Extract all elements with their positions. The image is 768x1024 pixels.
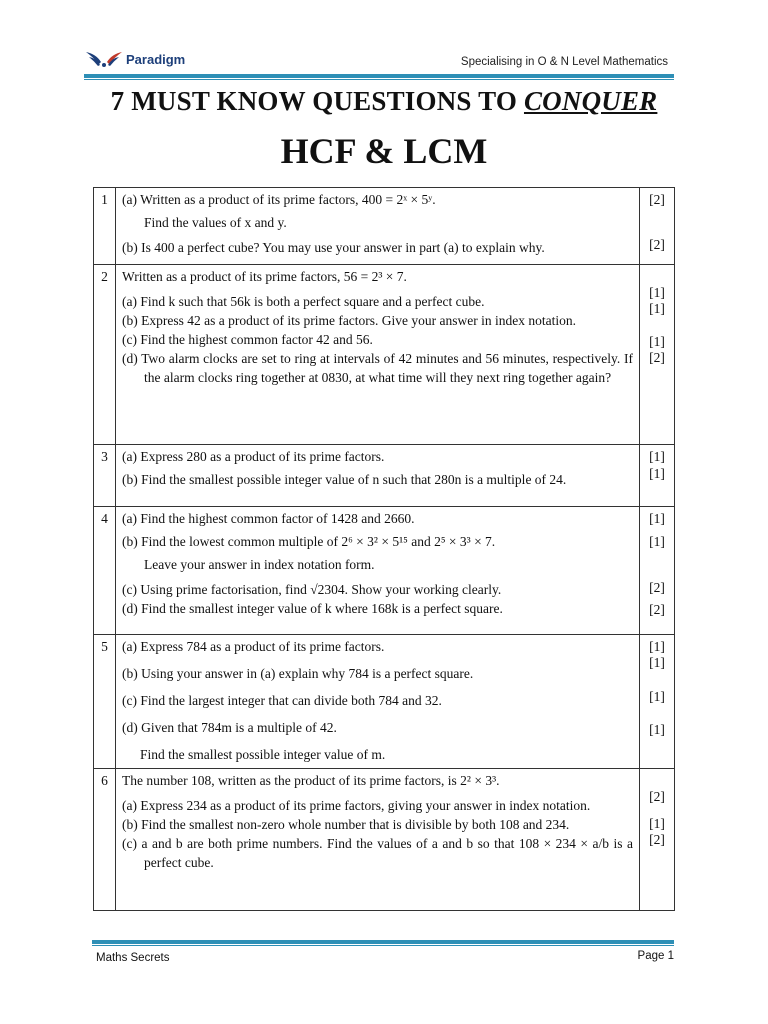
question-number: 1 (94, 188, 116, 265)
question-row (94, 188, 675, 265)
question-row (94, 445, 675, 507)
mark: [1] (649, 449, 665, 464)
marks-column (640, 265, 675, 445)
question-part-b-cont: Leave your answer in index notation form. (144, 557, 375, 572)
question-part-b: (b) Find the smallest possible integer value of n such that 280n is a multiple of 24. (122, 472, 567, 487)
header-tagline: Specialising in O & N Level Mathematics (460, 56, 668, 68)
page-subtitle: HCF & LCM (280, 131, 488, 171)
mark: [2] (649, 580, 665, 595)
mark: [2] (649, 192, 665, 207)
mark: [2] (649, 832, 665, 847)
question-part-a: (a) Find k such that 56k is both a perfect square and a perfect cube. (122, 294, 485, 309)
footer-rule-thin (92, 945, 674, 946)
title-prefix: 7 MUST KNOW QUESTIONS TO (110, 86, 524, 116)
mark: [1] (649, 639, 665, 654)
question-part-b: (b) Is 400 a perfect cube? You may use your answer in part (a) to explain why. (122, 240, 545, 255)
question-part-c: (c) Find the largest integer that can divide both 784 and 32. (122, 693, 442, 708)
mark: [1] (649, 816, 665, 831)
footer-rule (92, 940, 674, 944)
page-header (84, 42, 674, 76)
question-part-d: (d) Two alarm clocks are set to ring at intervals of 42 minutes and 56 minutes, respectively. If the alarm clocks ring together at 0830, at what time will they next ring together again? (122, 351, 633, 385)
question-part-a: (a) Written as a product of its prime factors, 400 = 2ˣ × 5ʸ. (122, 192, 436, 207)
question-body (116, 635, 640, 769)
marks-column (640, 188, 675, 265)
question-intro: Written as a product of its prime factors, 56 = 2³ × 7. (122, 269, 407, 284)
question-body (116, 769, 640, 911)
mark: [2] (649, 602, 665, 617)
question-body (116, 188, 640, 265)
page-title (0, 86, 768, 117)
question-row (94, 507, 675, 635)
marks-column (640, 445, 675, 507)
marks-column (640, 635, 675, 769)
question-part-d: (d) Given that 784m is a multiple of 42. (122, 720, 337, 735)
question-part-b: (b) Express 42 as a product of its prime factors. Give your answer in index notation. (122, 313, 577, 328)
footer-title: Maths Secrets (96, 952, 170, 964)
question-part-d-cont: Find the smallest possible integer value of m. (140, 747, 386, 762)
question-number: 4 (94, 507, 116, 635)
header-rule-thin (84, 79, 674, 80)
mark: [1] (649, 655, 665, 670)
question-intro: The number 108, written as the product of its prime factors, is 2² × 3³. (122, 773, 500, 788)
page-number: Page 1 (637, 950, 674, 962)
mark: [1] (649, 334, 665, 349)
question-row (94, 265, 675, 445)
question-part-a: (a) Express 234 as a product of its prime factors, giving your answer in index notation. (122, 798, 591, 813)
mark: [1] (649, 511, 665, 526)
mark: [1] (649, 689, 665, 704)
question-part-a-cont: Find the values of x and y. (144, 215, 287, 230)
question-number: 5 (94, 635, 116, 769)
marks-column (640, 507, 675, 635)
question-part-c: (c) Using prime factorisation, find √2304. Show your working clearly. (122, 582, 502, 597)
question-number: 3 (94, 445, 116, 507)
mark: [1] (649, 722, 665, 737)
question-body (116, 445, 640, 507)
questions-table (93, 187, 675, 911)
question-part-c: (c) a and b are both prime numbers. Find the values of a and b so that 108 × 234 × a/b is a perfect cube. (122, 836, 633, 870)
brand-name: Paradigm (126, 51, 186, 67)
mark: [1] (649, 301, 665, 316)
question-part-b: (b) Using your answer in (a) explain why 784 is a perfect square. (122, 666, 474, 681)
header-rule (84, 74, 674, 78)
question-part-b: (b) Find the lowest common multiple of 2⁶ × 3² × 5¹⁵ and 2⁵ × 3³ × 7. (122, 534, 496, 549)
wings-icon (84, 48, 124, 70)
question-row (94, 769, 675, 911)
question-part-c: (c) Find the highest common factor 42 and 56. (122, 332, 373, 347)
mark: [1] (649, 285, 665, 300)
brand-logo (84, 48, 185, 70)
question-part-b: (b) Find the smallest non-zero whole number that is divisible by both 108 and 234. (122, 817, 570, 832)
marks-column (640, 769, 675, 911)
mark: [2] (649, 350, 665, 365)
question-body (116, 507, 640, 635)
question-row (94, 635, 675, 769)
mark: [1] (649, 466, 665, 481)
mark: [2] (649, 789, 665, 804)
question-number: 6 (94, 769, 116, 911)
question-body (116, 265, 640, 445)
question-part-a: (a) Find the highest common factor of 1428 and 2660. (122, 511, 415, 526)
mark: [2] (649, 237, 665, 252)
question-part-a: (a) Express 784 as a product of its prime factors. (122, 639, 385, 654)
mark: [1] (649, 534, 665, 549)
title-emphasis: CONQUER (523, 86, 658, 116)
question-part-a: (a) Express 280 as a product of its prime factors. (122, 449, 385, 464)
question-number: 2 (94, 265, 116, 445)
question-part-d: (d) Find the smallest integer value of k where 168k is a perfect square. (122, 601, 503, 616)
